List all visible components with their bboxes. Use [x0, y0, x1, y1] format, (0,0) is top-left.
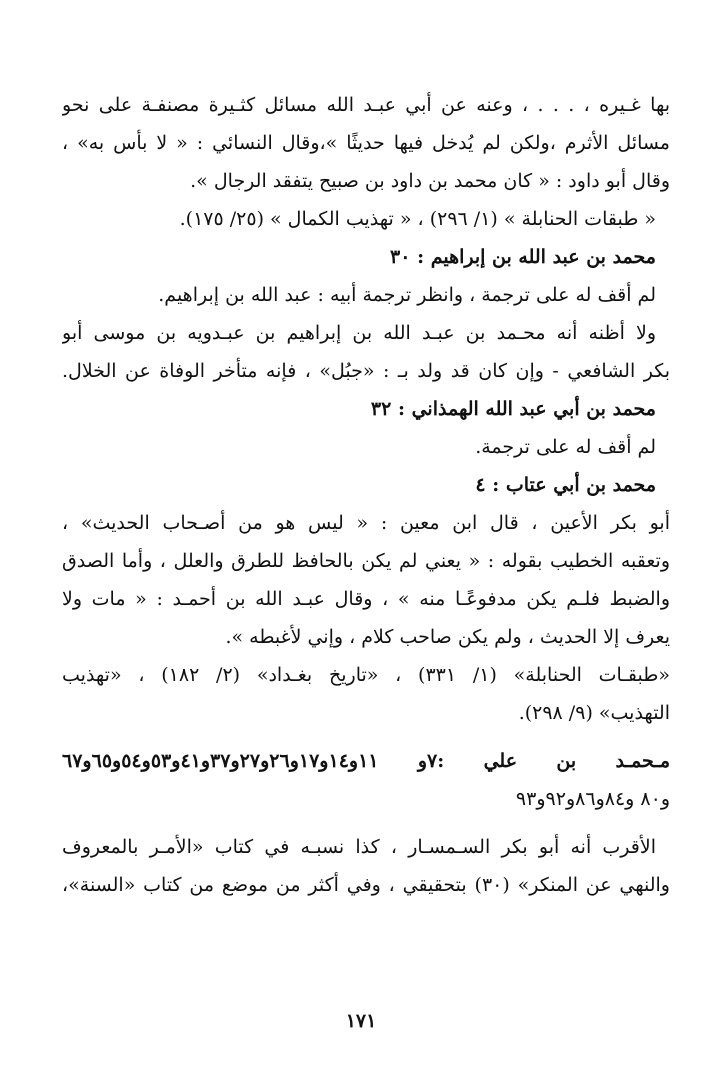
text-line-21: والنهي عن المنكر» (٣٠) بتحقيقي ، وفي أكثر من موضع من كتاب «السنة»، [62, 874, 670, 896]
text-line-12: أبو بكر الأعين ، قال ابن معين : « ليس هو من أصـحاب الحديث» ، [62, 512, 670, 534]
text-line-19: و٨٠ و٨٤و٨٦و٩٢و٩٣ [515, 788, 670, 810]
text-line-2: مسائل الأثرم ،ولكن لم يُدخل فيها حديثًا »،وقال النسائي : « لا بأس به» ، [62, 132, 670, 154]
page-body [62, 86, 670, 904]
entry-heading-3: محمد بن أبي عتاب : ٤ [475, 474, 656, 496]
text-line-3: وقال أبو داود : « كان محمد بن داود بن صبيح يتفقد الرجال ». [190, 170, 670, 192]
spacer [62, 732, 670, 742]
text-line-10: لم أقف له على ترجمة. [475, 436, 656, 458]
text-line-20: الأقرب أنه أبو بكر السـمسـار ، كذا نسبـه في كتاب «الأمـر بالمعروف [62, 836, 656, 858]
text-line-8: بكر الشافعي - وإن كان قد ولد بـ : «جبُل» ، فإنه متأخر الوفاة عن الخلال. [62, 360, 670, 382]
entry-heading-1: محمد بن عبد الله بن إبراهيم : ٣٠ [390, 246, 656, 268]
text-line-7: ولا أظنه أنه محـمد بن عبـد الله بن إبراهيم بن عبـدويه بن موسى أبو [62, 322, 656, 344]
text-line-6: لم أقف له على ترجمة ، وانظر ترجمة أبيه : عبد الله بن إبراهيم. [158, 284, 656, 306]
entry-heading-4: مـحمـد بن علي :٧و ١١و١٤و١٧و٢٦و٢٧و٣٧و٤١و٥٣و٥٤و٦٥و٦٧ [62, 750, 670, 772]
text-line-1: بها غـيره ، . . . ، وعنه عن أبي عبـد الله مسائل كثـيرة مصنفـة على نحو [62, 94, 670, 116]
text-line-13: وتعقبه الخطيب بقوله : « يعني لم يكن بالحافظ للطرق والعلل ، وأما الصدق [62, 550, 670, 572]
source-citation-2-cont: التهذيب» (٩/ ٢٩٨). [518, 702, 670, 724]
spacer [62, 818, 670, 828]
page-number: ١٧١ [345, 1010, 377, 1032]
text-line-15: يعرف إلا الحديث ، ولم يكن صاحب كلام ، وإني لأغبطه ». [225, 626, 670, 648]
source-citation-1: « طبقات الحنابلة » (١/ ٢٩٦) ، « تهذيب الكمال » (٢٥/ ١٧٥). [179, 208, 656, 230]
text-line-14: والضبط فلـم يكن مدفوعًـا منه » ، وقال عبـد الله بن أحمـد : « مات ولا [62, 588, 670, 610]
source-citation-2: «طبقـات الحنابلة» (١/ ٣٣١) ، «تاريخ بغـداد» (٢/ ١٨٢) ، «تهذيب [62, 664, 670, 686]
entry-heading-2: محمد بن أبي عبد الله الهمذاني : ٣٢ [370, 398, 656, 420]
